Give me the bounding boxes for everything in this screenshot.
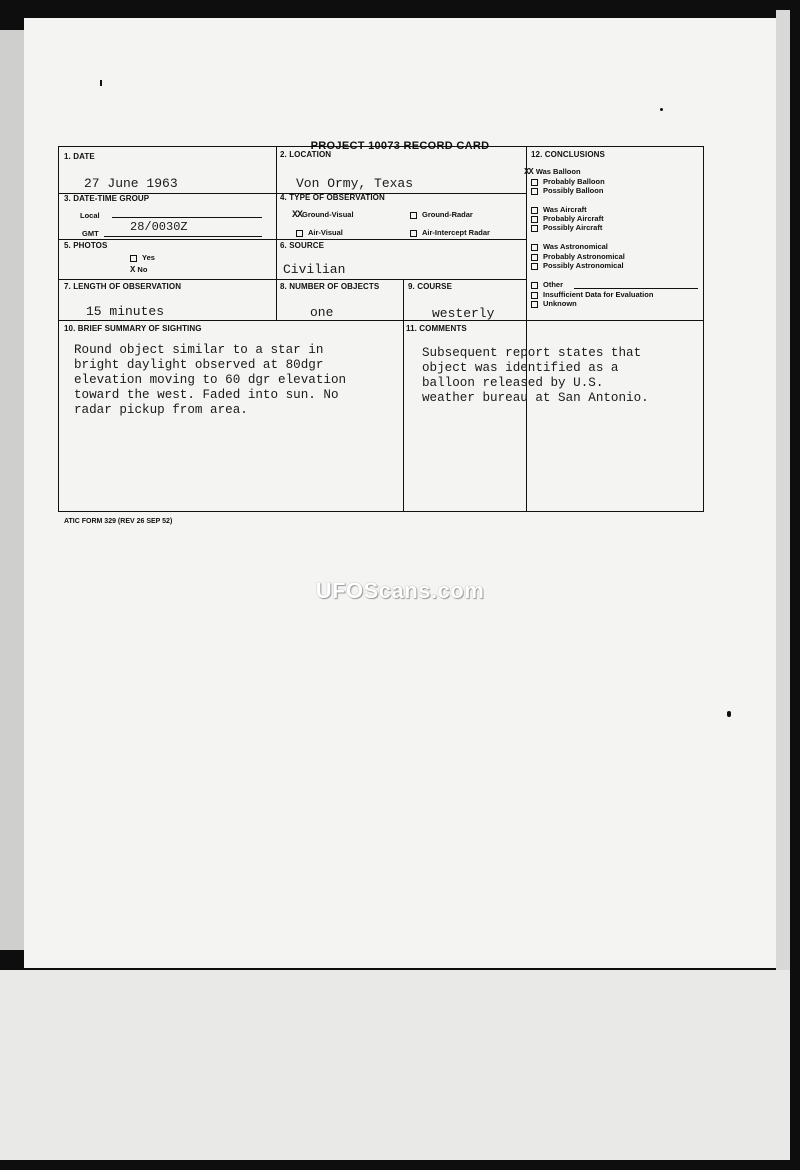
conclusion-insufficient-data: Insufficient Data for Evaluation [531, 290, 653, 299]
photos-no: X No [130, 265, 148, 275]
divider [59, 279, 526, 280]
length-of-observation-value: 15 minutes [86, 304, 165, 319]
photos-yes: Yes [130, 253, 155, 262]
conclusion-other: Other [531, 280, 563, 289]
checkbox-icon [531, 244, 538, 251]
length-of-observation-label: 7. LENGTH OF OBSERVATION [64, 282, 182, 291]
checkbox-icon [410, 230, 417, 237]
form-footer: ATIC FORM 329 (REV 26 SEP 52) [64, 518, 173, 525]
option-ground-radar: Ground-Radar [410, 210, 473, 219]
course-label: 9. COURSE [408, 282, 453, 291]
divider [526, 320, 704, 321]
checkbox-icon [531, 188, 538, 195]
local-label: Local [80, 211, 100, 220]
photos-no-mark: X [130, 265, 136, 275]
checkbox-icon [296, 230, 303, 237]
conclusion-possibly-balloon: Possibly Balloon [531, 186, 603, 195]
location-label: 2. LOCATION [280, 150, 332, 159]
conclusion-probably-aircraft: Probably Aircraft [531, 214, 604, 223]
date-value: 27 June 1963 [84, 176, 178, 191]
type-of-observation-label: 4. TYPE OF OBSERVATION [280, 193, 385, 202]
conclusion-was-aircraft: Was Aircraft [531, 205, 587, 214]
photos-label: 5. PHOTOS [64, 241, 108, 250]
checkbox-icon [531, 216, 538, 223]
gmt-value: 28/0030Z [130, 220, 188, 234]
ground-visual-mark: XX [292, 210, 303, 221]
gmt-line [104, 236, 262, 237]
divider [276, 147, 277, 320]
date-label: 1. DATE [64, 152, 95, 161]
summary-line: bright daylight observed at 80dgr [74, 358, 324, 372]
conclusion-was-astronomical: Was Astronomical [531, 242, 608, 251]
source-label: 6. SOURCE [280, 241, 325, 250]
source-value: Civilian [283, 262, 346, 277]
conclusion-check-mark: XX [524, 167, 533, 177]
scan-speck [727, 711, 731, 717]
conclusion-possibly-astronomical: Possibly Astronomical [531, 261, 624, 270]
summary-line: radar pickup from area. [74, 403, 248, 417]
summary-line: elevation moving to 60 dgr elevation [74, 373, 347, 387]
divider [59, 239, 526, 240]
watermark: UFOScans.com [315, 578, 485, 603]
conclusions-label: 12. CONCLUSIONS [531, 150, 605, 159]
date-time-group-label: 3. DATE-TIME GROUP [64, 194, 150, 203]
option-air-visual: Air-Visual [296, 228, 343, 237]
checkbox-icon [531, 263, 538, 270]
scan-speck [100, 80, 102, 86]
checkbox-icon [531, 207, 538, 214]
option-ground-visual: XXGround-Visual [292, 210, 354, 221]
comment-line: Subsequent report states that [422, 346, 642, 360]
comment-line: weather bureau at San Antonio. [422, 391, 649, 405]
checkbox-icon [531, 179, 538, 186]
other-line [574, 288, 698, 289]
number-of-objects-label: 8. NUMBER OF OBJECTS [280, 282, 380, 291]
conclusion-was-balloon: XX Was Balloon [524, 167, 581, 177]
local-line [112, 217, 262, 218]
number-of-objects-value: one [310, 305, 334, 320]
checkbox-icon [130, 255, 137, 262]
checkbox-icon [410, 212, 417, 219]
brief-summary-text [74, 343, 404, 418]
checkbox-icon [531, 282, 538, 289]
conclusion-probably-astronomical: Probably Astronomical [531, 252, 625, 261]
right-edge-strip [776, 10, 790, 970]
summary-line: toward the west. Faded into sun. No [74, 388, 339, 402]
conclusion-possibly-aircraft: Possibly Aircraft [531, 223, 602, 232]
gmt-label: GMT [82, 229, 99, 238]
checkbox-icon [531, 292, 538, 299]
brief-summary-label: 10. BRIEF SUMMARY OF SIGHTING [64, 324, 202, 333]
summary-line: Round object similar to a star in [74, 343, 324, 357]
conclusion-probably-balloon: Probably Balloon [531, 177, 605, 186]
lower-page [0, 970, 790, 1160]
comment-line: balloon released by U.S. [422, 376, 604, 390]
comments-label: 11. COMMENTS [406, 324, 467, 333]
location-value: Von Ormy, Texas [296, 176, 414, 191]
scan-speck [660, 108, 663, 111]
checkbox-icon [531, 301, 538, 308]
comment-line: object was identified as a [422, 361, 619, 375]
option-air-intercept-radar: Air-Intercept Radar [410, 228, 490, 237]
card-title: PROJECT 10073 RECORD CARD [310, 140, 490, 152]
divider [526, 147, 527, 511]
comments-text [422, 346, 712, 406]
conclusion-unknown: Unknown [531, 299, 577, 308]
left-edge-strip [0, 30, 26, 950]
checkbox-icon [531, 225, 538, 232]
course-value: westerly [432, 306, 495, 321]
checkbox-icon [531, 254, 538, 261]
